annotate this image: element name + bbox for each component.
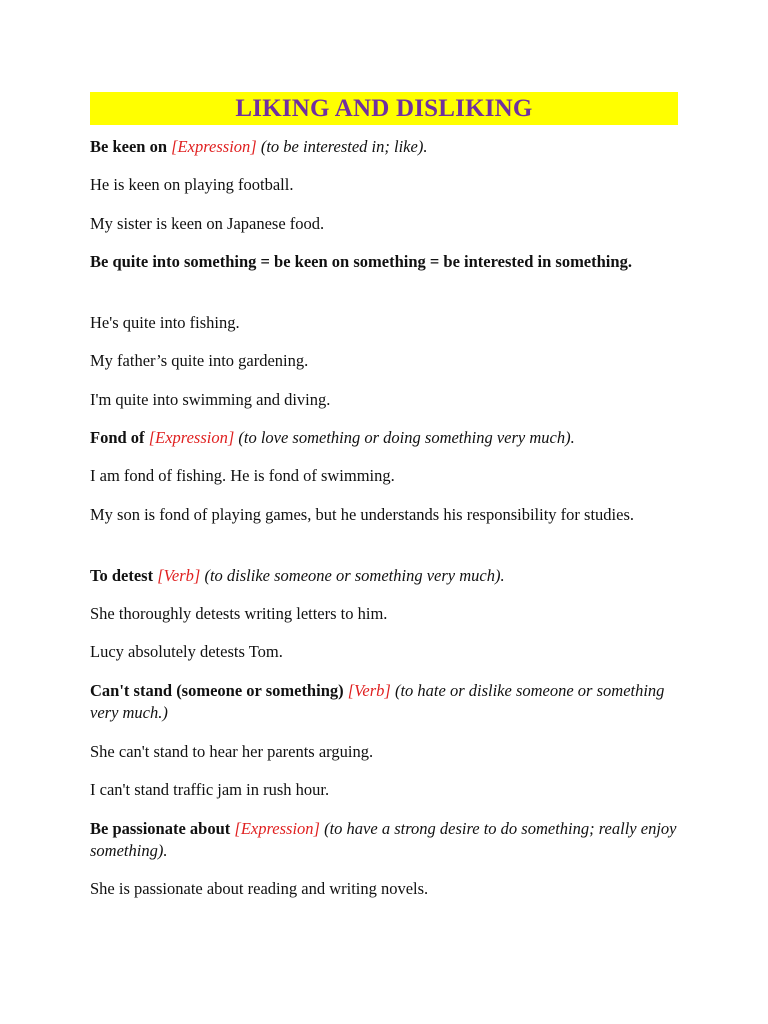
example-sentence: She thoroughly detests writing letters to him.	[90, 604, 388, 623]
entry-definition: (to dislike someone or something very much).	[204, 566, 505, 585]
entry-definition: (to love something or doing something very much).	[238, 428, 575, 447]
entry-heading	[90, 818, 678, 862]
entry-heading	[90, 427, 678, 449]
entry-heading	[90, 680, 678, 724]
entry-definition: (to be interested in; like).	[260, 137, 428, 156]
entry-tag: [Expression]	[171, 137, 257, 156]
example-sentence: Lucy absolutely detests Tom.	[90, 642, 283, 661]
example-sentence: My father’s quite into gardening.	[90, 351, 309, 370]
example-sentence: My sister is keen on Japanese food.	[90, 214, 325, 233]
example-sentence: She is passionate about reading and writing novels.	[90, 879, 429, 898]
entry-term: Be passionate about	[90, 819, 231, 838]
title-banner	[90, 92, 678, 125]
example-sentence: She can't stand to hear her parents arguing.	[90, 742, 374, 761]
example-sentence: He is keen on playing football.	[90, 175, 294, 194]
entry-heading	[90, 136, 678, 158]
entry-definition: (to hate or dislike someone or something very much.)	[90, 681, 665, 722]
entry-term: Be quite into something = be keen on something = be interested in something.	[90, 252, 632, 271]
example-sentence: My son is fond of playing games, but he understands his responsibility for studies.	[90, 505, 634, 524]
example-sentence: I am fond of fishing. He is fond of swimming.	[90, 466, 395, 485]
example-sentence: I can't stand traffic jam in rush hour.	[90, 780, 330, 799]
entry-definition: (to have a strong desire to do something; really enjoy something).	[90, 819, 677, 860]
entry-tag: [Expression]	[234, 819, 320, 838]
document-page	[90, 92, 678, 898]
entry-term: To detest	[90, 566, 154, 585]
example-sentence: He's quite into fishing.	[90, 313, 240, 332]
page-title: LIKING AND DISLIKING	[235, 94, 533, 122]
example-sentence: I'm quite into swimming and diving.	[90, 390, 331, 409]
entry-tag: [Verb]	[347, 681, 391, 700]
entry-term: Can't stand (someone or something)	[90, 681, 344, 700]
entry-heading	[90, 565, 678, 587]
entry-tag: [Verb]	[157, 566, 201, 585]
entry-term: Be keen on	[90, 137, 168, 156]
entry-tag: [Expression]	[148, 428, 235, 447]
entry-term: Fond of	[90, 428, 145, 447]
